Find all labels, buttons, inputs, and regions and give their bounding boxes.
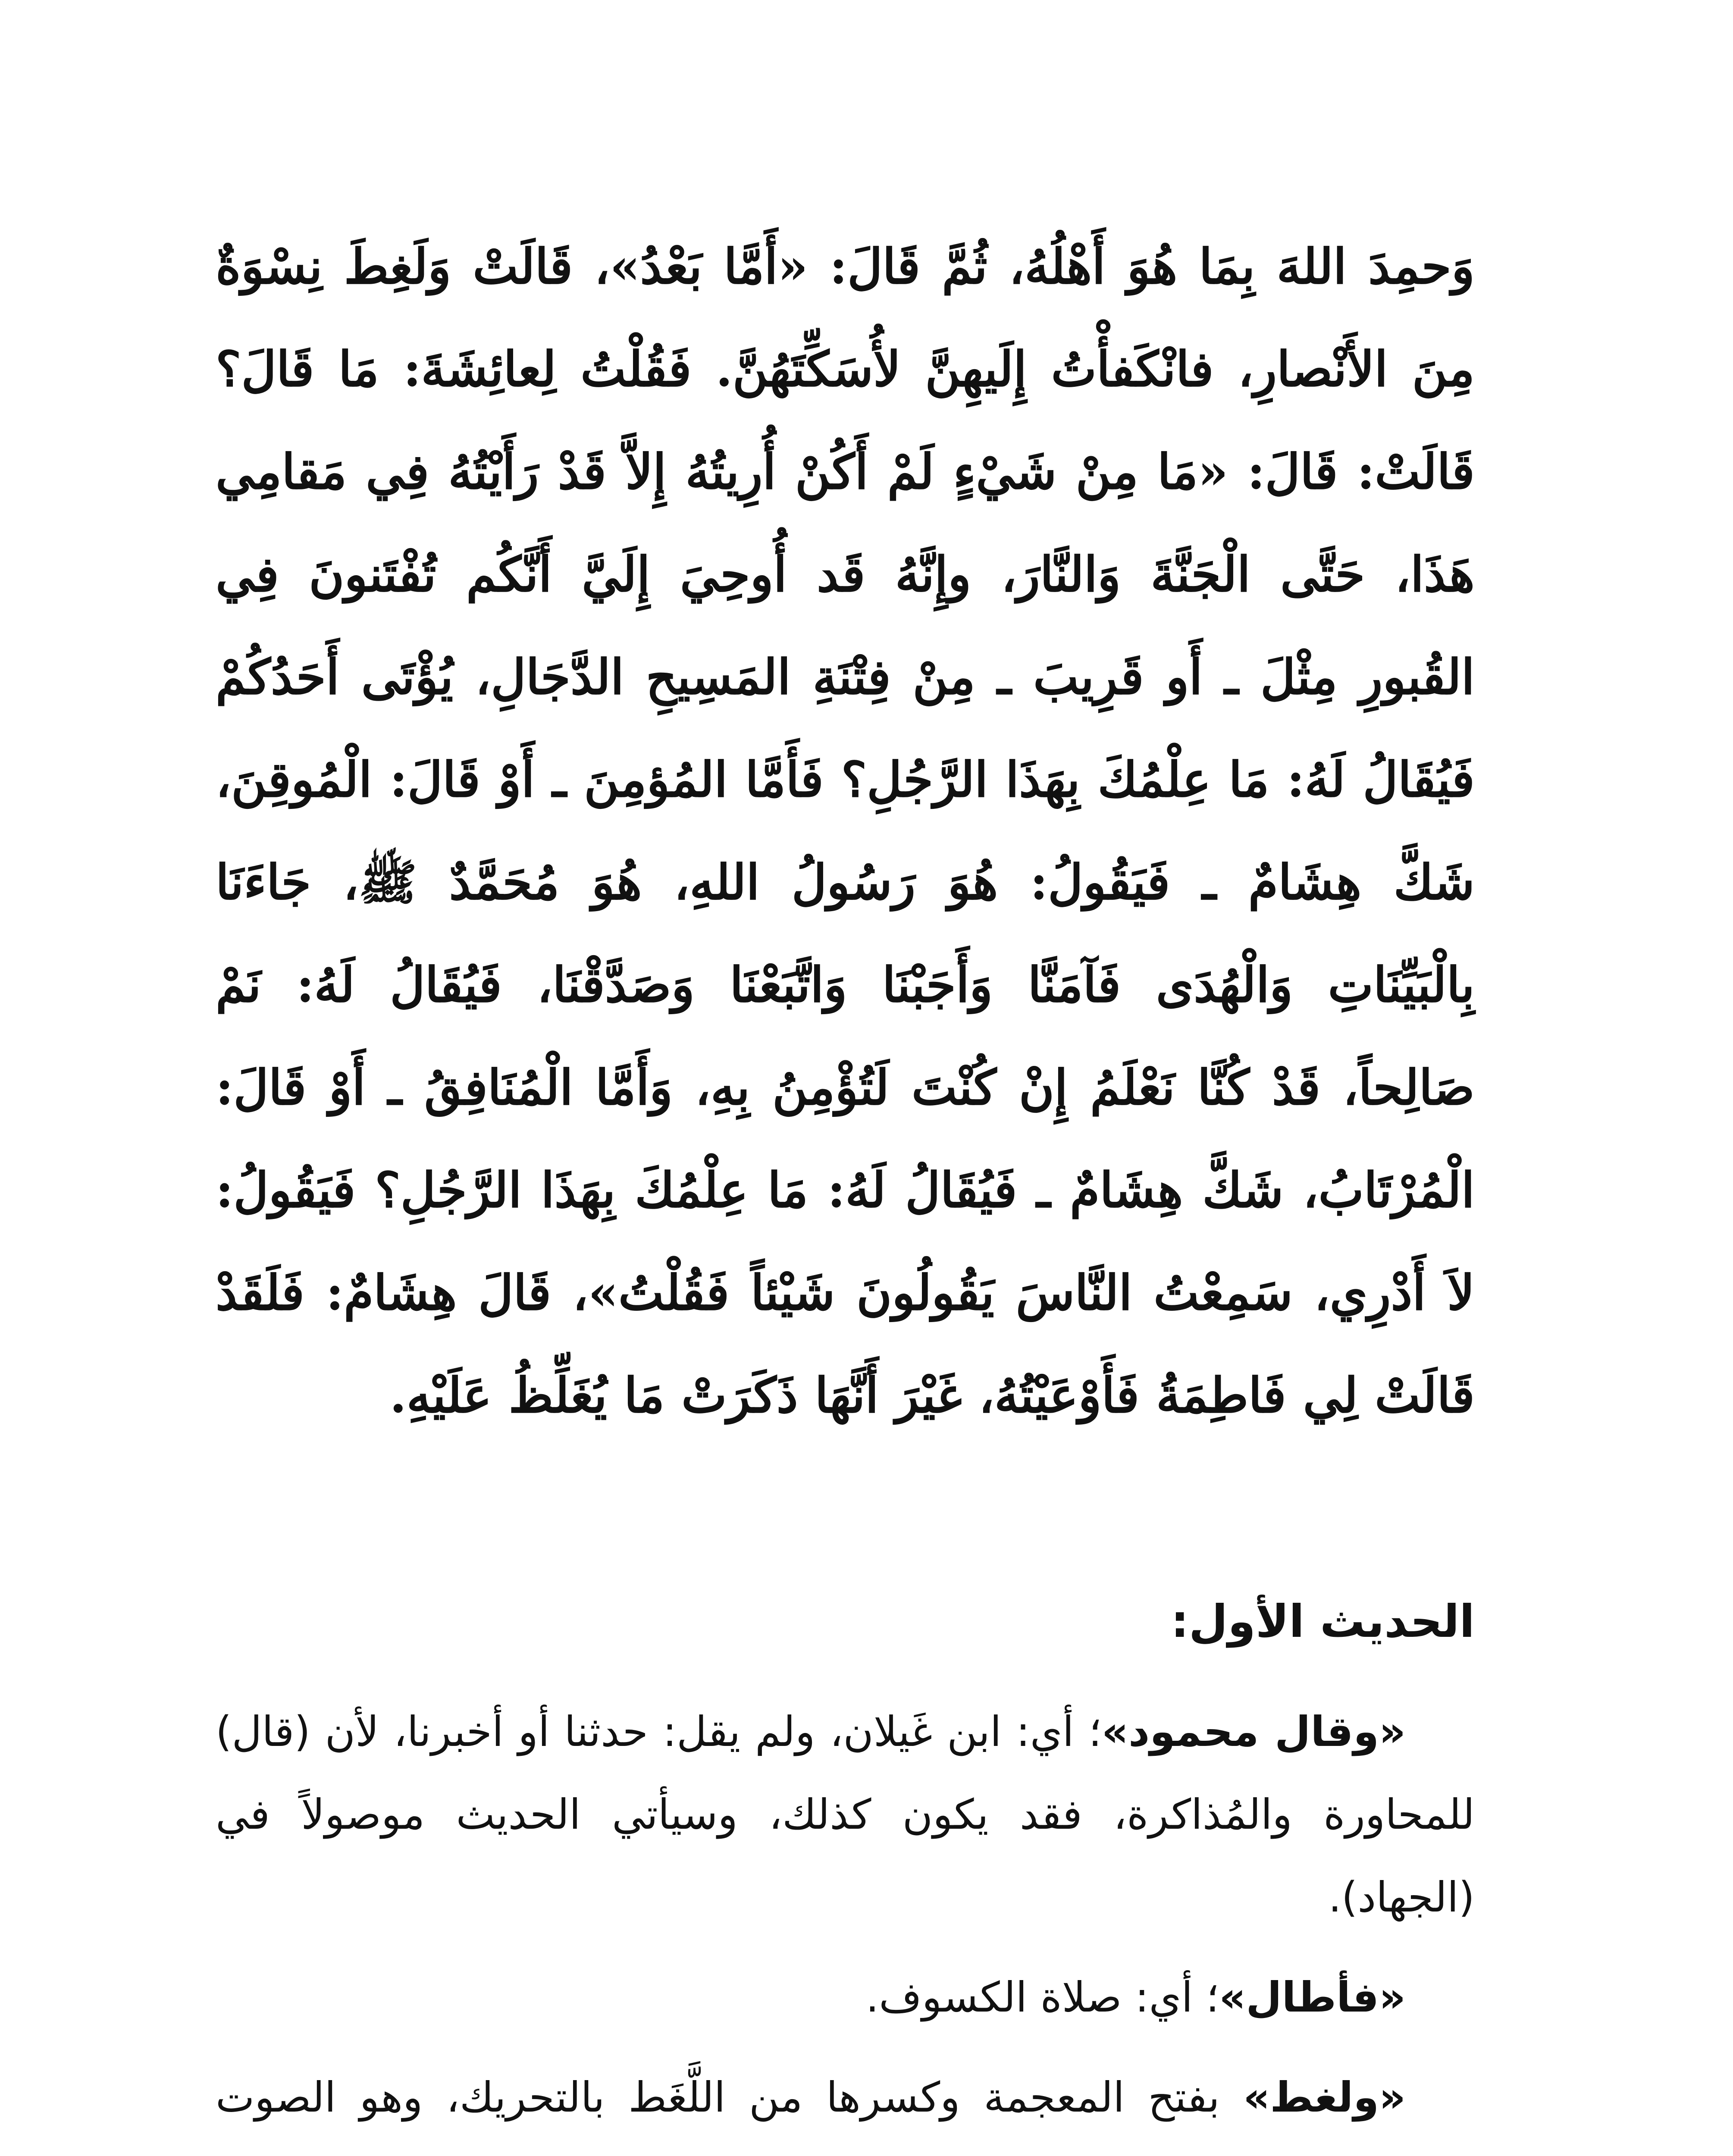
- commentary-text: ؛ أي: صلاة الكسوف.: [865, 1973, 1219, 2021]
- hadith-paragraph: وَحمِدَ اللهَ بِمَا هُوَ أَهْلُهُ، ثُمَّ قَالَ: «أَمَّا بَعْدُ»، قَالَتْ وَلَغِطَ نِسْوَةٌ مِنَ الأَنْصارِ، فانْكَفأْتُ إِلَيهِنَّ لأُسَكِّتَهُنَّ. فَقُلْتُ لِعائِشَةَ: مَا قَالَ؟ قَالَتْ: قَالَ: «مَا مِنْ شَيْءٍ لَمْ أَكُنْ أُرِيتُهُ إِلاَّ قَدْ رَأَيْتُهُ فِي مَقامِي هَذَا، حَتَّى الْجَنَّةَ وَالنَّارَ، وإِنَّهُ قَد أُوحِيَ إِلَيَّ أَنَّكُم تُفْتَنونَ فِي القُبورِ مِثْلَ ـ أَو قَرِيبَ ـ مِنْ فِتْنَةِ المَسِيحِ الدَّجَالِ، يُؤْتَى أَحَدُكُمْ فَيُقَالُ لَهُ: مَا عِلْمُكَ بِهَذَا الرَّجُلِ؟ فَأَمَّا المُؤمِنَ ـ أَوْ قَالَ: الْمُوقِنَ، شَكَّ هِشَامٌ ـ فَيَقُولُ: هُوَ رَسُولُ اللهِ، هُوَ مُحَمَّدٌ ﷺ، جَاءَنَا بِالْبَيِّنَاتِ وَالْهُدَى فَآمَنَّا وَأَجَبْنَا وَاتَّبَعْنَا وَصَدَّقْنَا، فَيُقَالُ لَهُ: نَمْ صَالِحاً، قَدْ كُنَّا نَعْلَمُ إِنْ كُنْتَ لَتُؤْمِنُ بِهِ، وَأَمَّا الْمُنَافِقُ ـ أَوْ قَالَ: الْمُرْتَابُ، شَكَّ هِشَامٌ ـ فَيُقَالُ لَهُ: مَا عِلْمُكَ بِهَذَا الرَّجُلِ؟ فَيَقُولُ: لاَ أَدْرِي، سَمِعْتُ النَّاسَ يَقُولُونَ شَيْئاً فَقُلْتُ»، قَالَ هِشَامٌ: فَلَقَدْ قَالَتْ لِي فَاطِمَةُ فَأَوْعَيْتُهُ، غَيْرَ أَنَّهَا ذَكَرَتْ مَا يُغَلِّظُ عَلَيْهِ.: [216, 238, 1475, 1424]
- commentary-term: «فأطال»: [1219, 1973, 1406, 2021]
- commentary-term: «ولغط»: [1243, 2073, 1406, 2122]
- commentary-paragraph: [216, 2056, 1475, 2156]
- commentary-term: «وقال محمود»: [1101, 1708, 1406, 1756]
- commentary-paragraph: [216, 1690, 1475, 1939]
- commentary-paragraph: [216, 1956, 1475, 2039]
- commentary-text: بفتح المعجمة وكسرها من اللَّغَط بالتحريك، وهو الصوت: [216, 2073, 1220, 2122]
- hadith-text-block: [216, 216, 1475, 1447]
- commentary-block: [216, 1690, 1475, 2156]
- section-heading: الحديث الأول:: [1171, 1595, 1475, 1648]
- commentary-text: ؛ أي: ابن غَيلان، ولم يقل: حدثنا أو أخبرنا، لأن (قال) للمحاورة والمُذاكرة، فقد يكون كذلك، وسيأتي الحديث موصولاً في (الجهاد).: [216, 1708, 1475, 1921]
